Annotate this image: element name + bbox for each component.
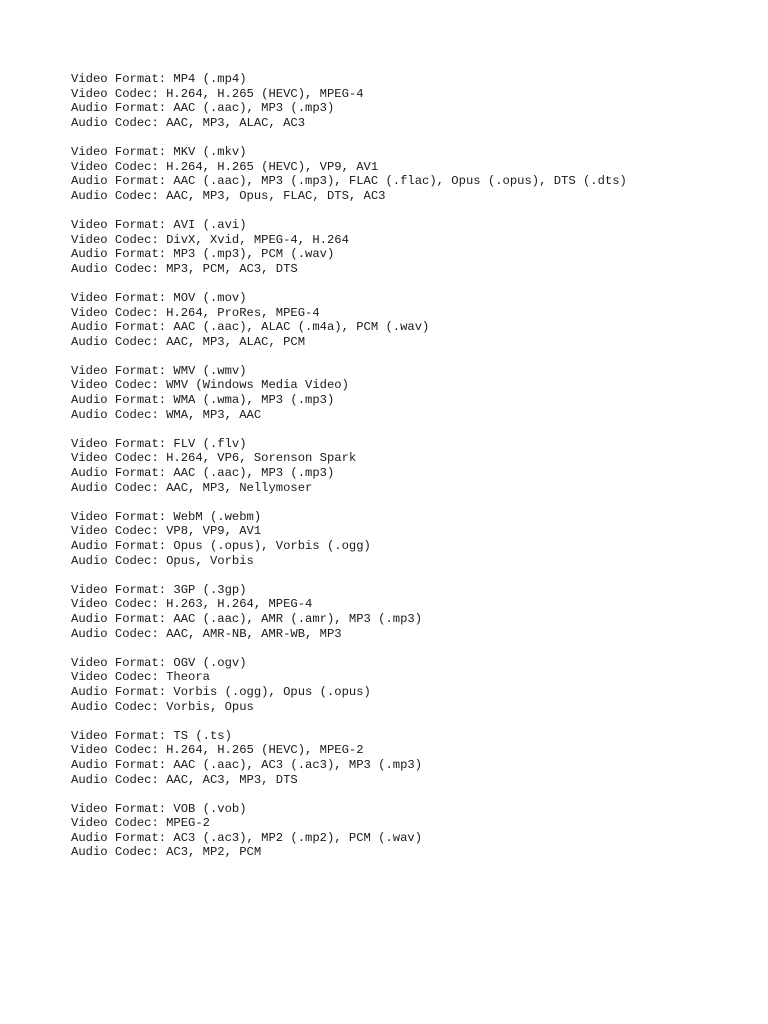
format-entry-flv — [71, 437, 751, 495]
audio-codec-line: Audio Codec: WMA, MP3, AAC — [71, 407, 262, 422]
audio-codec-line: Audio Codec: AAC, MP3, ALAC, AC3 — [71, 115, 306, 130]
format-entry-mp4 — [71, 72, 751, 130]
audio-format-line: Audio Format: AAC (.aac), AC3 (.ac3), MP3 (.mp3) — [71, 757, 423, 772]
video-format-line: Video Format: TS (.ts) — [71, 728, 232, 743]
audio-codec-line: Audio Codec: AC3, MP2, PCM — [71, 845, 262, 860]
format-entry-avi — [71, 218, 751, 276]
format-entry-3gp — [71, 583, 751, 641]
document-page — [71, 72, 751, 875]
audio-format-line: Audio Format: Opus (.opus), Vorbis (.ogg) — [71, 539, 371, 553]
format-entry-ogv — [71, 656, 751, 714]
audio-codec-line: Audio Codec: AAC, AC3, MP3, DTS — [71, 772, 298, 787]
video-format-line: Video Format: MKV (.mkv) — [71, 144, 247, 159]
audio-format-line: Audio Format: WMA (.wma), MP3 (.mp3) — [71, 393, 335, 408]
audio-codec-line: Audio Codec: AAC, MP3, ALAC, PCM — [71, 334, 306, 349]
video-codec-line: Video Codec: H.264, ProRes, MPEG-4 — [71, 305, 320, 320]
format-entry-vob — [71, 802, 751, 860]
audio-codec-line: Audio Codec: AAC, MP3, Opus, FLAC, DTS, AC3 — [71, 188, 386, 203]
audio-codec-line: Audio Codec: Vorbis, Opus — [71, 699, 254, 714]
format-entry-mkv — [71, 145, 751, 203]
audio-format-line: Audio Format: AAC (.aac), MP3 (.mp3) — [71, 466, 335, 481]
audio-format-line: Audio Format: AAC (.aac), ALAC (.m4a), PCM (.wav) — [71, 320, 430, 335]
video-codec-line: Video Codec: H.264, H.265 (HEVC), MPEG-2 — [71, 743, 364, 758]
format-entry-webm — [71, 510, 751, 568]
format-entry-mov — [71, 291, 751, 349]
video-format-line: Video Format: VOB (.vob) — [71, 801, 247, 816]
video-codec-line: Video Codec: VP8, VP9, AV1 — [71, 524, 262, 539]
video-codec-line: Video Codec: WMV (Windows Media Video) — [71, 378, 349, 393]
video-format-line: Video Format: WMV (.wmv) — [71, 363, 247, 378]
audio-codec-line: Audio Codec: AAC, MP3, Nellymoser — [71, 480, 313, 495]
audio-format-line: Audio Format: AAC (.aac), MP3 (.mp3), FLAC (.flac), Opus (.opus), DTS (.dts) — [71, 174, 627, 189]
audio-format-line: Audio Format: MP3 (.mp3), PCM (.wav) — [71, 247, 335, 262]
audio-format-line: Audio Format: AAC (.aac), MP3 (.mp3) — [71, 101, 335, 116]
video-format-line: Video Format: OGV (.ogv) — [71, 655, 247, 670]
video-codec-line: Video Codec: H.264, H.265 (HEVC), VP9, AV1 — [71, 159, 379, 174]
audio-codec-line: Audio Codec: Opus, Vorbis — [71, 553, 254, 568]
video-format-line: Video Format: MP4 (.mp4) — [71, 72, 247, 86]
video-codec-line: Video Codec: MPEG-2 — [71, 816, 210, 831]
video-codec-line: Video Codec: Theora — [71, 670, 210, 685]
video-codec-line: Video Codec: H.264, H.265 (HEVC), MPEG-4 — [71, 86, 364, 101]
video-format-line: Video Format: AVI (.avi) — [71, 217, 247, 232]
video-format-line: Video Format: FLV (.flv) — [71, 436, 247, 451]
video-format-line: Video Format: 3GP (.3gp) — [71, 582, 247, 597]
audio-format-line: Audio Format: AC3 (.ac3), MP2 (.mp2), PCM (.wav) — [71, 830, 423, 845]
video-format-line: Video Format: MOV (.mov) — [71, 290, 247, 305]
video-codec-line: Video Codec: DivX, Xvid, MPEG-4, H.264 — [71, 232, 349, 247]
format-entry-ts — [71, 729, 751, 787]
video-codec-line: Video Codec: H.264, VP6, Sorenson Spark — [71, 451, 357, 466]
audio-codec-line: Audio Codec: MP3, PCM, AC3, DTS — [71, 261, 298, 276]
audio-codec-line: Audio Codec: AAC, AMR-NB, AMR-WB, MP3 — [71, 626, 342, 641]
video-format-line: Video Format: WebM (.webm) — [71, 509, 262, 524]
format-entry-wmv — [71, 364, 751, 422]
video-codec-line: Video Codec: H.263, H.264, MPEG-4 — [71, 597, 313, 612]
audio-format-line: Audio Format: Vorbis (.ogg), Opus (.opus) — [71, 684, 371, 699]
audio-format-line: Audio Format: AAC (.aac), AMR (.amr), MP3 (.mp3) — [71, 611, 423, 626]
